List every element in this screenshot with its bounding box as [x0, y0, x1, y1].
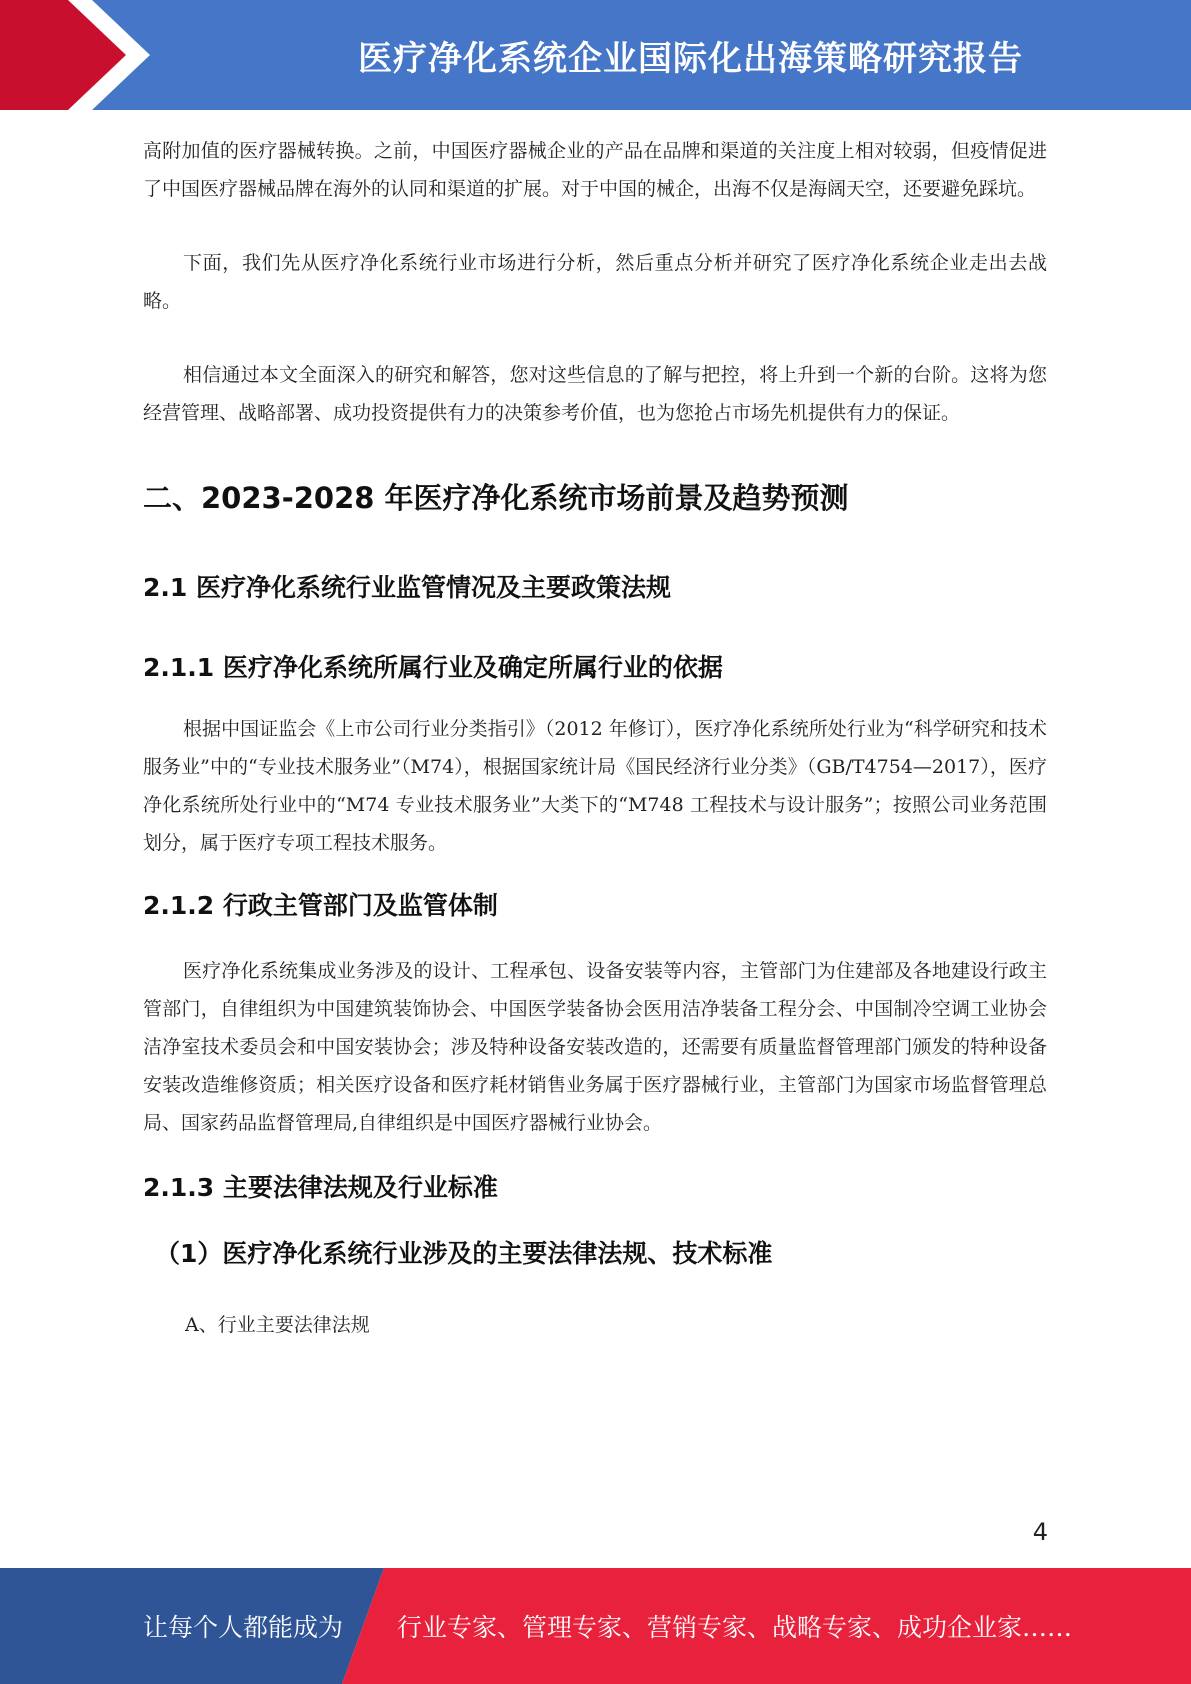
- section-2-1-2-heading: 2.1.2 行政主管部门及监管体制: [143, 891, 498, 920]
- section-2-1-heading: 2.1 医疗净化系统行业监管情况及主要政策法规: [143, 573, 671, 602]
- footer-slogan-right: 行业专家、管理专家、营销专家、战略专家、成功企业家……: [397, 1613, 1073, 1642]
- page-header: [0, 0, 1191, 110]
- page-footer: [0, 1568, 1191, 1684]
- section-2-1-1-body: 根据中国证监会《上市公司行业分类指引》（2012 年修订），医疗净化系统所处行业为“科学研究和技术服务业”中的“专业技术服务业”（M74），根据国家统计局《国民经济行业分类》（GB/T4754—2017），医疗净化系统所处行业中的“M74 专业技术服务业”大类下的“M748 工程技术与设计服务”；按照公司业务范围划分，属于医疗专项工程技术服务。: [143, 718, 1047, 854]
- page-number: 4: [1032, 1518, 1048, 1546]
- header-arrow-icon: [0, 0, 160, 110]
- intro-paragraph-3: 相信通过本文全面深入的研究和解答，您对这些信息的了解与把控，将上升到一个新的台阶。这将为您经营管理、战略部署、成功投资提供有力的决策参考价值，也为您抢占市场先机提供有力的保证。: [143, 364, 1047, 424]
- section-2-1-3-sub-a: A、行业主要法律法规: [185, 1314, 370, 1336]
- section-2-1-3-sub-1-heading: （1）医疗净化系统行业涉及的主要法律法规、技术标准: [155, 1239, 773, 1268]
- intro-paragraph-1: 高附加值的医疗器械转换。之前，中国医疗器械企业的产品在品牌和渠道的关注度上相对较弱，但疫情促进了中国医疗器械品牌在海外的认同和渠道的扩展。对于中国的械企，出海不仅是海阔天空，还要避免踩坑。: [143, 140, 1047, 200]
- footer-slogan-left: 让每个人都能成为: [143, 1613, 344, 1642]
- section-2-heading: 二、2023-2028 年医疗净化系统市场前景及趋势预测: [143, 481, 849, 515]
- section-2-1-2-body: 医疗净化系统集成业务涉及的设计、工程承包、设备安装等内容，主管部门为住建部及各地建设行政主管部门，自律组织为中国建筑装饰协会、中国医学装备协会医用洁净装备工程分会、中国制冷空调工业协会洁净室技术委员会和中国安装协会；涉及特种设备安装改造的，还需要有质量监督管理部门颁发的特种设备安装改造维修资质；相关医疗设备和医疗耗材销售业务属于医疗器械行业，主管部门为国家市场监督管理总局、国家药品监督管理局,自律组织是中国医疗器械行业协会。: [143, 960, 1047, 1134]
- page-content: [143, 132, 1047, 1344]
- section-2-1-3-heading: 2.1.3 主要法律法规及行业标准: [143, 1173, 498, 1202]
- intro-paragraph-2: 下面，我们先从医疗净化系统行业市场进行分析，然后重点分析并研究了医疗净化系统企业走出去战略。: [143, 252, 1047, 312]
- section-2-1-1-heading: 2.1.1 医疗净化系统所属行业及确定所属行业的依据: [143, 653, 723, 682]
- report-title: 医疗净化系统企业国际化出海策略研究报告: [358, 38, 1023, 79]
